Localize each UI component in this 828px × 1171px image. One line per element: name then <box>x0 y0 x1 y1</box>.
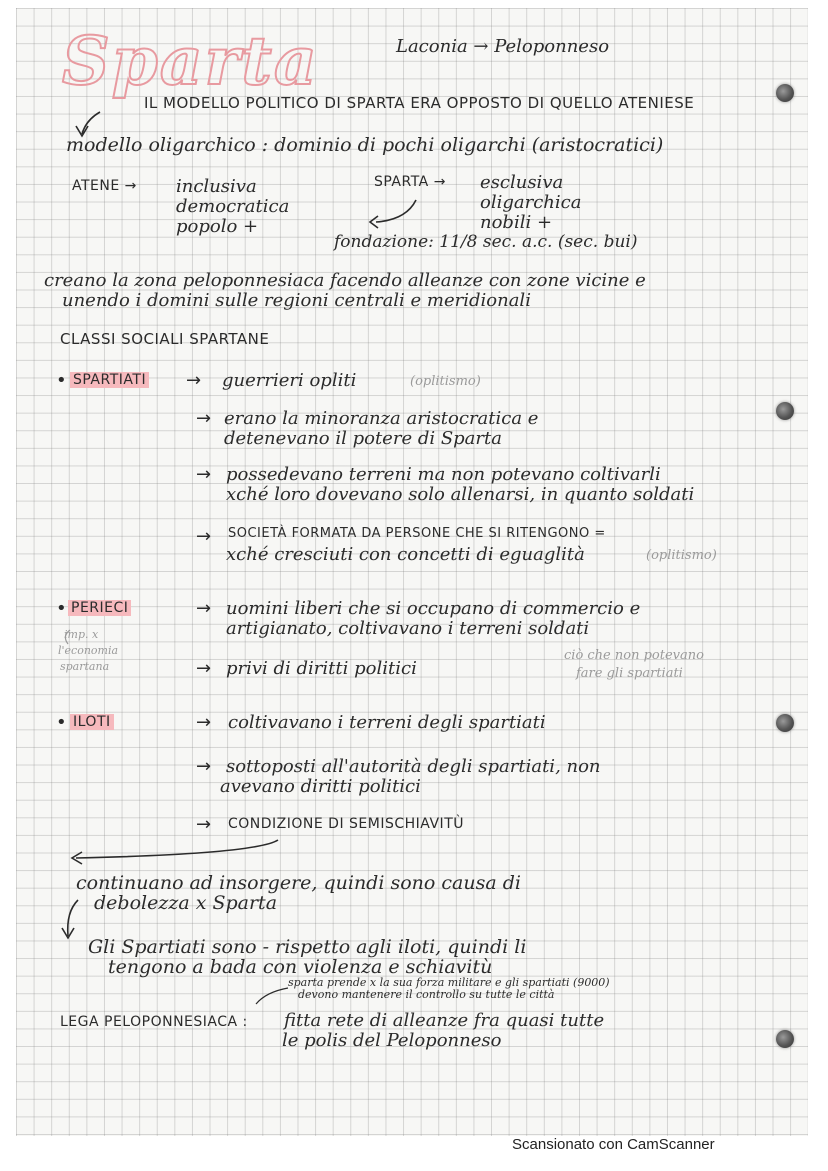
sparta-line: esclusiva <box>480 172 564 193</box>
pencil-note: (oplitismo) <box>646 548 717 563</box>
classes-heading: CLASSI SOCIALI SPARTANE <box>60 330 270 348</box>
iloti-point: coltivavano i terreni degli spartiati <box>228 712 546 733</box>
spartiati-point: erano la minoranza aristocratica e <box>224 408 539 429</box>
lega-line: le polis del Peloponneso <box>282 1030 502 1051</box>
arrow-icon: → <box>196 712 212 733</box>
control-line: Gli Spartiati sono - rispetto agli iloti, quindi li <box>88 936 527 958</box>
scanner-watermark: Scansionato con CamScanner <box>512 1136 715 1153</box>
atene-line: democratica <box>176 196 290 217</box>
bullet-dot: • <box>56 598 67 619</box>
perieci-side-note: imp. x <box>64 628 99 641</box>
consequence-line: debolezza x Sparta <box>94 892 278 914</box>
pencil-note: fare gli spartiati <box>576 666 683 681</box>
consequence-line: continuano ad insorgere, quindi sono causa di <box>76 872 521 894</box>
iloti-label: ILOTI <box>70 714 114 730</box>
sparta-line: nobili + <box>480 212 553 233</box>
spartiati-point: possedevano terreni ma non potevano coltivarli <box>226 464 661 485</box>
arrow-icon: → <box>196 598 212 619</box>
bullet-dot: • <box>56 712 67 733</box>
arrow-icon: → <box>196 756 212 777</box>
iloti-point: avevano diritti politici <box>220 776 421 797</box>
atene-label: ATENE → <box>72 178 137 194</box>
page-title: Sparta <box>62 22 319 100</box>
perieci-point: artigianato, coltivavano i terreni soldati <box>226 618 590 639</box>
iloti-point: CONDIZIONE DI SEMISCHIAVITÙ <box>228 816 464 832</box>
spartiati-point: guerrieri opliti <box>222 370 357 391</box>
pencil-note: (oplitismo) <box>410 374 481 389</box>
iloti-point: sottoposti all'autorità degli spartiati, non <box>226 756 601 777</box>
spartiati-label: SPARTIATI <box>70 372 149 388</box>
foundation-date: fondazione: 11/8 sec. a.c. (sec. bui) <box>334 232 638 252</box>
arrow-icon: → <box>196 658 212 679</box>
perieci-side-note: spartana <box>60 660 110 673</box>
perieci-side-note: l'economia <box>58 644 119 657</box>
spartiati-point: xché cresciuti con concetti di eguaglità <box>226 544 585 565</box>
perieci-point: uomini liberi che si occupano di commercio e <box>226 598 641 619</box>
atene-line: popolo + <box>176 216 259 237</box>
oligarchic-model: modello oligarchico : dominio di pochi oligarchi (aristocratici) <box>66 134 664 156</box>
small-note-line: devono mantenere il controllo su tutte le città <box>298 988 555 1001</box>
arrow-icon: → <box>186 370 202 391</box>
lega-line: fitta rete di alleanze fra quasi tutte <box>284 1010 605 1031</box>
bullet-dot: • <box>56 370 67 391</box>
arrow-icon: → <box>196 464 212 485</box>
pencil-note: ciò che non potevano <box>564 648 704 663</box>
sparta-line: oligarchica <box>480 192 582 213</box>
lega-label: LEGA PELOPONNESIACA : <box>60 1014 248 1030</box>
intro-text: IL MODELLO POLITICO DI SPARTA ERA OPPOSTO DI QUELLO ATENIESE <box>144 94 695 112</box>
spartiati-point: xché loro dovevano solo allenarsi, in quanto soldati <box>226 484 695 505</box>
notebook-page <box>16 8 808 1136</box>
location-note: Laconia → Peloponneso <box>396 36 610 57</box>
control-line: tengono a bada con violenza e schiavitù <box>108 956 493 978</box>
arrow-icon: → <box>196 408 212 429</box>
spartiati-point: SOCIETÀ FORMATA DA PERSONE CHE SI RITENGONO = <box>228 526 606 541</box>
arrow-icon: → <box>196 814 212 835</box>
zone-text-line: creano la zona peloponnesiaca facendo alleanze con zone vicine e <box>44 270 646 291</box>
arrow-icon: → <box>196 526 212 547</box>
perieci-label: PERIECI <box>68 600 131 616</box>
spartiati-point: detenevano il potere di Sparta <box>224 428 502 449</box>
small-note-line: sparta prende x la sua forza militare e gli spartiati (9000) <box>288 976 610 989</box>
perieci-point: privi di diritti politici <box>226 658 417 679</box>
atene-line: inclusiva <box>176 176 257 197</box>
sparta-label: SPARTA → <box>374 174 446 190</box>
zone-text-line: unendo i domini sulle regioni centrali e meridionali <box>62 290 531 311</box>
